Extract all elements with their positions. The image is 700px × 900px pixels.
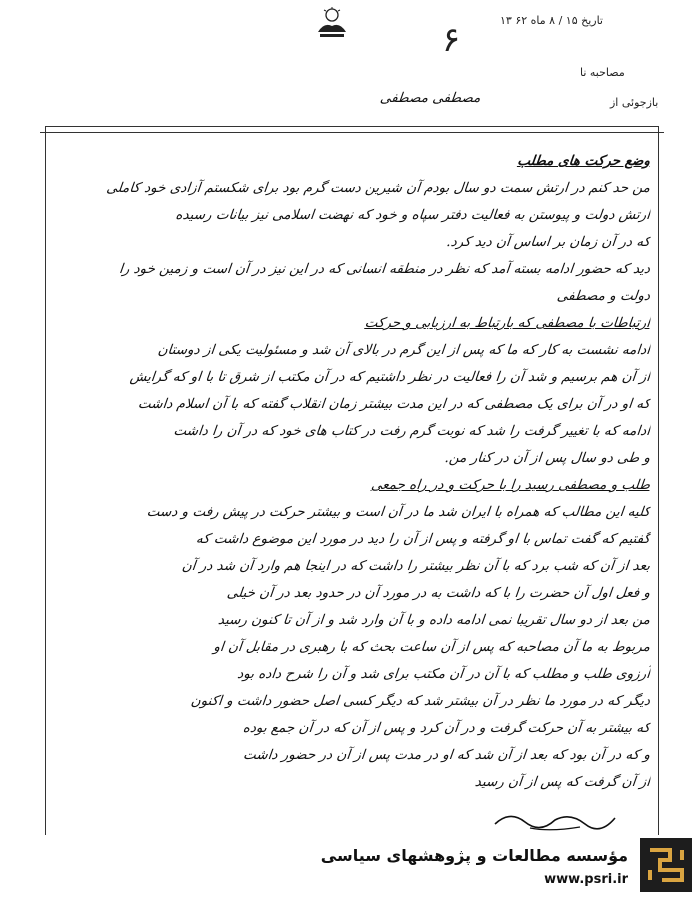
publisher-footer (0, 830, 700, 900)
handwritten-line: و فعل اول آن حضرت را با که داشت به در مورد آن در حدود بعد در آن خیلی (226, 585, 651, 601)
handwritten-line: که او در آن برای یک مصطفی که در این مدت بیشتر زمان انقلاب گفته که با آن اسلام داشت (137, 396, 651, 412)
handwritten-line: من حد کنم در ارتش سمت دو سال بودم آن شیرین دست گرم بود برای شکستم آزادی خود کاملی (105, 180, 651, 196)
handwritten-heading: وضع حرکت های مطلب (516, 153, 651, 169)
handwritten-line: ارتش دولت و پیوستن به فعالیت دفتر سپاه و خود که نهضت اسلامی نیز بیانات رسیده (174, 207, 651, 223)
handwritten-line: بعد از آن که شب برد که با آن نظر بیشتر را داشت که در اینجا هم وارد آن شد در آن (181, 558, 651, 574)
date-line: تاریخ ۱۵ / ۸ ماه ۶۲ ۱۳ (500, 14, 603, 27)
handwritten-line: دید که حضور ادامه بسته آمد که نظر در منطقه انسانی که در این نیز در آن است و زمین خود را (118, 261, 651, 277)
handwritten-line: من بعد از دو سال تقریبا نمی ادامه داده و با آن وارد شد و از آن تا کنون رسید (217, 612, 651, 628)
handwritten-line: از آن هم برسیم و شد آن را فعالیت در نظر داشتیم که در آن مکتب از شرق تا با او که گرایش (129, 369, 651, 385)
interviewee-name: مصطفی مصطفی (379, 90, 482, 106)
frame-rule (40, 132, 664, 133)
handwritten-line: دولت و مصطفی (556, 288, 651, 304)
handwritten-line: کلیه این مطالب که همراه با ایران شد ما در آن است و بیشتر حرکت در پیش رفت و دست (145, 504, 651, 520)
handwritten-subheading: ارتباطات با مصطفی که بارتباط به ارزیابی و حرکت (363, 315, 651, 331)
handwritten-line: گفتیم که گفت تماس با او گرفته و پس از آن را دید در مورد این موضوع داشت که (195, 531, 651, 547)
handwritten-line: از آن گرفت که پس از آن رسید (474, 774, 651, 790)
handwritten-line: که در آن زمان بر اساس آن دید کرد. (445, 234, 651, 250)
publisher-url[interactable]: www.psri.ir (544, 872, 628, 887)
interviewer-label: بازجوئی از (610, 96, 659, 109)
interview-number-label: مصاحبه نا (580, 66, 625, 79)
handwritten-body (55, 148, 650, 796)
lion-and-sun-emblem-icon (312, 6, 352, 40)
publisher-name: مؤسسه مطالعات و پژوهشهای سیاسی (320, 846, 628, 865)
psri-logo-icon (640, 838, 692, 892)
handwritten-line: ادامه که با تغییر گرفت را شد که نوبت گرم رفت در کتاب های خود که در آن را داشت (172, 423, 651, 439)
handwritten-line: آرزوی طلب و مطلب که با آن در آن مکتب برای شد و آن را شرح داده بود (236, 666, 651, 682)
handwritten-line: دیگر که در مورد ما نظر در آن بیشتر شد که دیگر کسی اصل حضور داشت و اکنون (189, 693, 651, 709)
handwritten-line: مربوط به ما آن مصاحبه که پس از آن ساعت بحث که با رهبری در مقابل آن او (212, 639, 651, 655)
handwritten-line: و که در آن بود که بعد از آن شد که او در مدت پس از آن در حضور داشت (242, 747, 651, 763)
handwritten-line: و طی دو سال پس از آن در کنار من. (443, 450, 651, 466)
handwritten-line: ادامه نشست به کار که ما که پس از این گرم در بالای آن شد و مسئولیت یکی از دوستان (156, 342, 651, 358)
handwritten-line: که بیشتر به آن حرکت گرفت و در آن کرد و پس از آن که در آن جمع بوده (242, 720, 651, 736)
page-number: ۶ (442, 20, 461, 60)
handwritten-subheading: طلب و مصطفی رسید را با حرکت و در راه جمعی (370, 477, 651, 493)
